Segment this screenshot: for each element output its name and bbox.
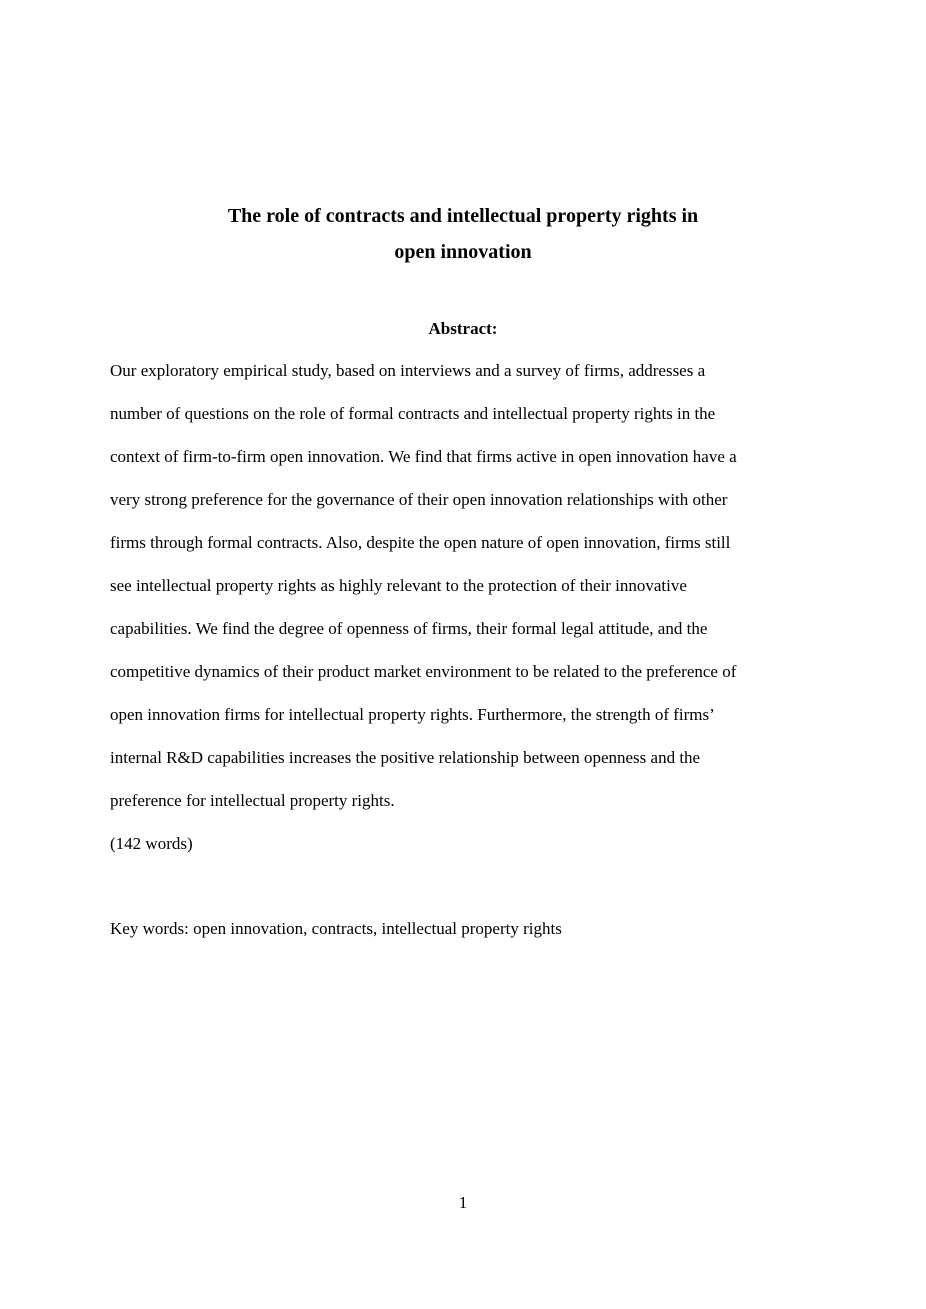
- abstract-line: number of questions on the role of formal contracts and intellectual property rights in the: [110, 404, 716, 423]
- abstract-body: [110, 360, 820, 833]
- abstract-word-count: (142 words): [110, 834, 193, 853]
- paper-title: [0, 198, 926, 270]
- abstract-heading: Abstract:: [428, 319, 498, 338]
- abstract-line: very strong preference for the governance of their open innovation relationships with other: [110, 490, 728, 509]
- abstract-line: preference for intellectual property rights.: [110, 791, 395, 810]
- keywords: Key words: open innovation, contracts, intellectual property rights: [110, 919, 562, 938]
- abstract-line: firms through formal contracts. Also, despite the open nature of open innovation, firms still: [110, 533, 731, 552]
- abstract-line: open innovation firms for intellectual property rights. Furthermore, the strength of firms’: [110, 705, 715, 724]
- abstract-line: Our exploratory empirical study, based on interviews and a survey of firms, addresses a: [110, 361, 706, 380]
- abstract-line: context of firm-to-firm open innovation. We find that firms active in open innovation have a: [110, 447, 737, 466]
- abstract-line: see intellectual property rights as highly relevant to the protection of their innovative: [110, 576, 687, 595]
- paper-title-line-1: The role of contracts and intellectual property rights in: [227, 205, 699, 227]
- abstract-line: capabilities. We find the degree of openness of firms, their formal legal attitude, and the: [110, 619, 708, 638]
- abstract-line: competitive dynamics of their product market environment to be related to the preference of: [110, 662, 737, 681]
- page-number: 1: [458, 1193, 468, 1212]
- paper-title-line-2: open innovation: [394, 241, 532, 263]
- abstract-line: internal R&D capabilities increases the positive relationship between openness and the: [110, 748, 701, 767]
